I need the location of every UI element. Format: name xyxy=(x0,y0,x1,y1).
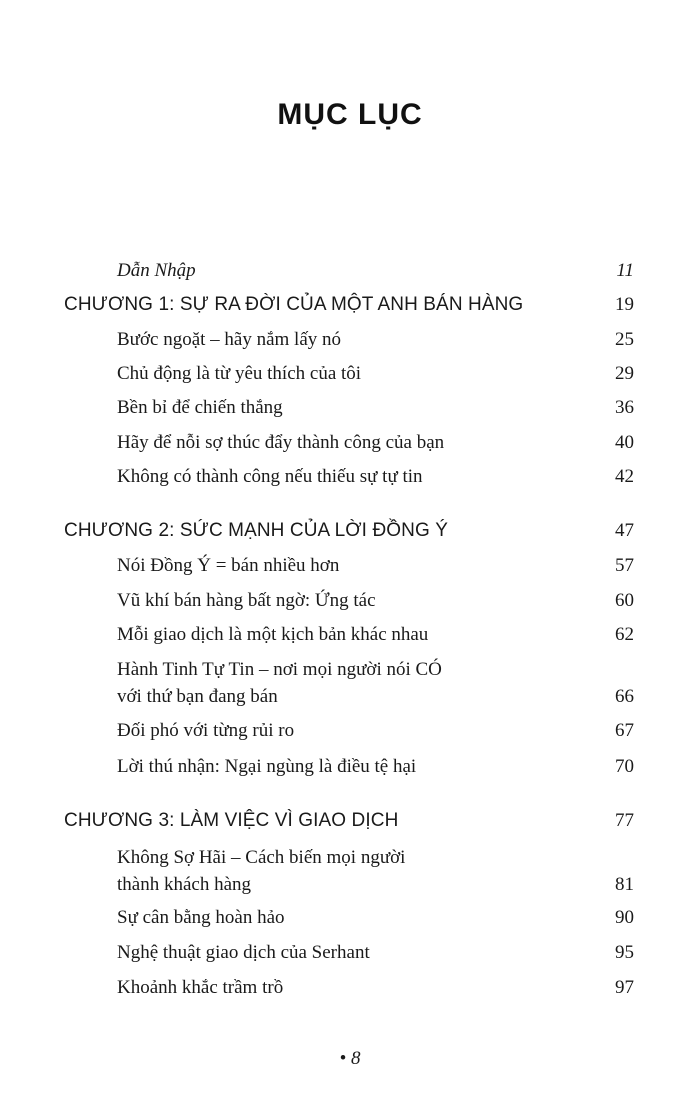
chapter-title: CHƯƠNG 2: SỨC MẠNH CỦA LỜI ĐỒNG Ý xyxy=(64,520,448,541)
chapter-title: CHƯƠNG 3: LÀM VIỆC VÌ GIAO DỊCH xyxy=(64,810,399,831)
toc-entry-page: 42 xyxy=(615,466,634,487)
toc-entry-page: 81 xyxy=(615,874,634,895)
toc-entry-text-line2: với thứ bạn đang bán xyxy=(117,686,278,707)
toc-entry-text: Đối phó với từng rủi ro xyxy=(117,720,295,741)
toc-title: MỤC LỤC xyxy=(277,98,423,131)
toc-entry-text: Lời thú nhận: Ngại ngùng là điều tệ hại xyxy=(117,756,417,777)
toc-entry-page: 29 xyxy=(615,363,634,384)
toc-entry-text: Bền bỉ để chiến thắng xyxy=(117,397,283,418)
toc-entry-page: 90 xyxy=(615,907,634,928)
toc-entry-text: Dẫn Nhập xyxy=(117,260,196,281)
toc-entry-text: Bước ngoặt – hãy nắm lấy nó xyxy=(117,329,342,350)
toc-entry-text: Chủ động là từ yêu thích của tôi xyxy=(117,363,362,384)
toc-entry-page: 25 xyxy=(615,329,634,350)
toc-entry-page: 67 xyxy=(615,720,634,741)
toc-entry-page: 57 xyxy=(615,555,634,576)
toc-entry-text-line2: thành khách hàng xyxy=(117,874,252,895)
chapter-page: 19 xyxy=(615,294,634,315)
page-number: • 8 xyxy=(339,1048,361,1069)
toc-entry-text: Mỗi giao dịch là một kịch bản khác nhau xyxy=(117,624,429,645)
toc-entry xyxy=(0,656,700,712)
toc-entry-page: 40 xyxy=(615,432,634,453)
toc-entry-text: Hãy để nỗi sợ thúc đẩy thành công của bạn xyxy=(117,432,445,453)
toc-entry-page: 66 xyxy=(615,686,634,707)
toc-entry-page: 70 xyxy=(615,756,634,777)
toc-entry-text: Sự cân bằng hoàn hảo xyxy=(117,907,285,928)
toc-entry-text: Nói Đồng Ý = bán nhiều hơn xyxy=(117,555,340,576)
toc-entry-page: 95 xyxy=(615,942,634,963)
chapter-page: 77 xyxy=(615,810,634,831)
toc-entry-text-line1: Không Sợ Hãi – Cách biến mọi người xyxy=(117,847,406,868)
toc-entry-text: Khoảnh khắc trầm trồ xyxy=(117,977,284,998)
toc-entry-page: 97 xyxy=(615,977,634,998)
toc-entry-text-line1: Hành Tinh Tự Tin – nơi mọi người nói CÓ xyxy=(117,659,442,680)
chapter-page: 47 xyxy=(615,520,634,541)
toc-entry-text: Vũ khí bán hàng bất ngờ: Ứng tác xyxy=(117,590,376,611)
toc-entry-page: 11 xyxy=(616,260,634,281)
toc-entry-text: Không có thành công nếu thiếu sự tự tin xyxy=(117,466,423,487)
toc-entry xyxy=(0,844,700,900)
toc-entry-page: 60 xyxy=(615,590,634,611)
chapter-title: CHƯƠNG 1: SỰ RA ĐỜI CỦA MỘT ANH BÁN HÀNG xyxy=(64,294,524,315)
toc-entry-page: 62 xyxy=(615,624,634,645)
toc-entry-text: Nghệ thuật giao dịch của Serhant xyxy=(117,942,370,963)
toc-entry-page: 36 xyxy=(615,397,634,418)
